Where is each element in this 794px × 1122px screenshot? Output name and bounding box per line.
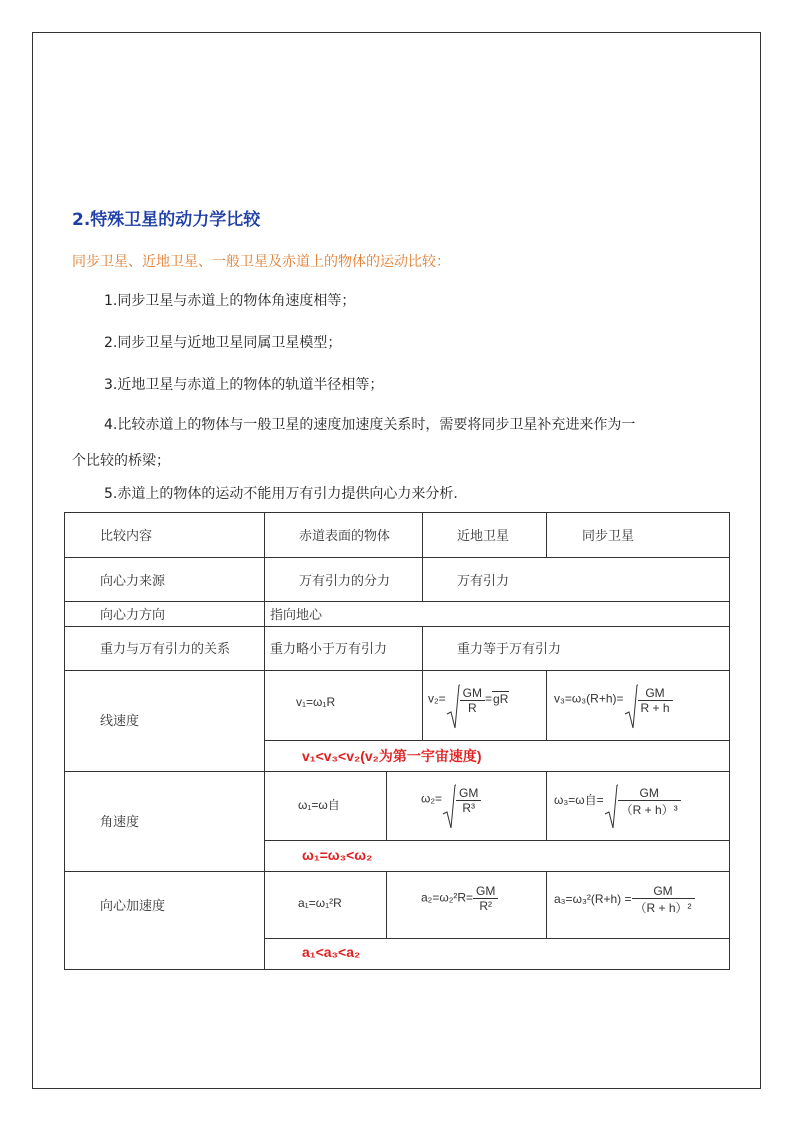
list-item: 1.同步卫星与赤道上的物体角速度相等；: [104, 293, 356, 309]
cell-centripetal-source-equator: 万有引力的分力: [299, 574, 391, 589]
formula-omega2: ω₂= $\frac{GM}{\text{R³}}$: [421, 784, 481, 815]
cell-gravity-equator: 重力略小于万有引力: [270, 642, 388, 657]
header-near-earth-satellite: 近地卫星: [457, 529, 510, 544]
linear-speed-summary: v₁<v₃<v₂(v₂为第一宇宙速度): [302, 748, 482, 764]
comparison-table: [64, 512, 730, 970]
cell-centripetal-source-satellites: 万有引力: [457, 574, 510, 589]
list-item: 5.赤道上的物体的运动不能用万有引力提供向心力来分析.: [104, 486, 458, 502]
row-label-linear-speed: 线速度: [100, 714, 140, 729]
row-label-centripetal-source: 向心力来源: [100, 574, 166, 589]
subtitle: 同步卫星、近地卫星、一般卫星及赤道上的物体的运动比较：: [72, 254, 450, 270]
formula-a3: a₃=ω₃²(R+h) = $\frac{GM}{\text{（R + h）²}}$: [554, 884, 695, 916]
acceleration-summary: a₁<a₃<a₂: [302, 944, 361, 960]
header-equator-object: 赤道表面的物体: [299, 529, 391, 544]
formula-omega3: ω₃=ω自= $\frac{GM}{\text{（R + h）³}}$: [554, 784, 681, 818]
angular-speed-summary: ω₁=ω₃<ω₂: [302, 847, 373, 863]
section-title: 2.特殊卫星的动力学比较: [72, 210, 261, 230]
list-item: 4.比较赤道上的物体与一般卫星的速度加速度关系时，需要将同步卫星补充进来作为一: [104, 417, 636, 433]
header-sync-satellite: 同步卫星: [582, 529, 635, 544]
row-label-centripetal-direction: 向心力方向: [100, 608, 166, 623]
formula-omega1: ω₁=ω自: [298, 798, 340, 812]
formula-a2: a₂=ω₂²R= $\frac{GM}{\text{R²}}$: [421, 884, 498, 913]
cell-centripetal-direction: 指向地心: [270, 608, 323, 623]
row-label-centripetal-acceleration: 向心加速度: [100, 899, 166, 914]
header-compare: 比较内容: [100, 529, 153, 544]
list-item: 3.近地卫星与赤道上的物体的轨道半径相等；: [104, 377, 384, 393]
formula-v3: v₃=ω₃(R+h)= $\frac{GM}{R + h}$: [554, 684, 673, 715]
list-item: 2.同步卫星与近地卫星同属卫星模型；: [104, 335, 342, 351]
formula-v2: v₂= $\frac{GM}{R}$ =gR: [428, 684, 509, 715]
formula-a1: a₁=ω₁²R: [298, 896, 342, 910]
row-label-gravity-relation: 重力与万有引力的关系: [100, 642, 231, 657]
cell-gravity-satellites: 重力等于万有引力: [457, 642, 562, 657]
list-item-continuation: 个比较的桥梁；: [72, 453, 170, 469]
row-label-angular-speed: 角速度: [100, 815, 140, 830]
formula-v1: v₁=ω₁R: [296, 695, 336, 709]
